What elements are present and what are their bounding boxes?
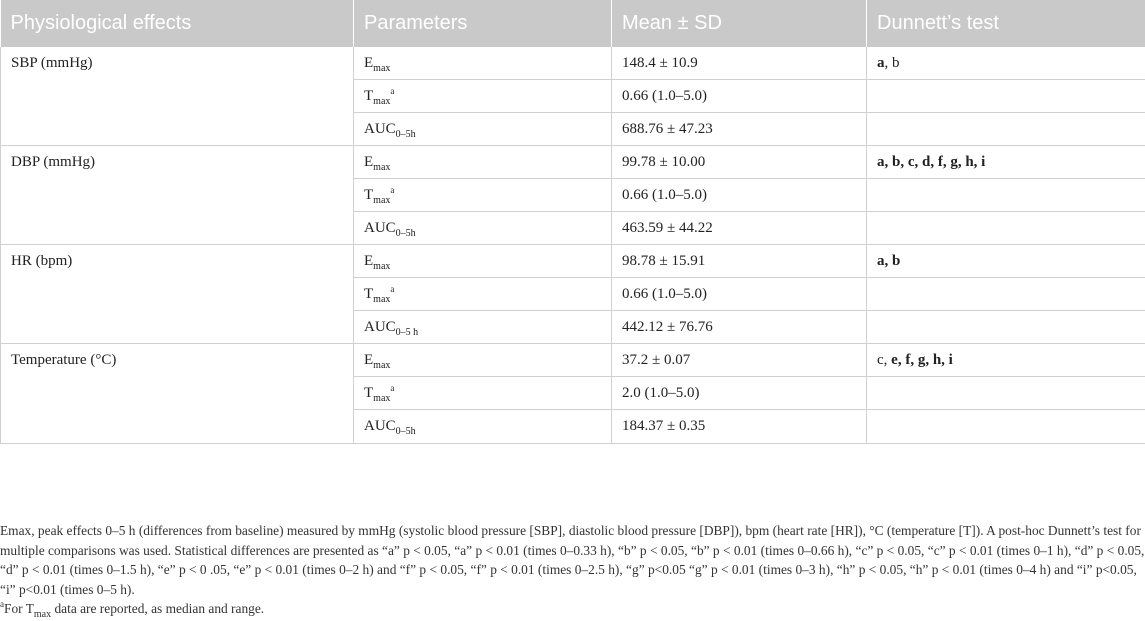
cell-dunnett: [867, 80, 1145, 113]
cell-mean-sd: 37.2 ± 0.07: [612, 344, 867, 377]
dunnett-significant: a: [877, 55, 885, 71]
cell-dunnett: [867, 344, 1145, 377]
parameter-superscript: a: [390, 383, 394, 393]
cell-mean-sd: 0.66 (1.0–5.0): [612, 80, 867, 113]
header-parameters: Parameters: [354, 0, 612, 47]
parameter-symbol: T: [364, 88, 373, 104]
parameter-symbol: T: [364, 385, 373, 401]
table-footnotes: [0, 521, 1145, 621]
parameter-symbol: E: [364, 253, 373, 269]
parameter-superscript: a: [390, 86, 394, 96]
dunnett-plain: c,: [877, 352, 891, 368]
table-row: [1, 344, 1145, 377]
parameter-superscript: a: [390, 284, 394, 294]
parameter-symbol: T: [364, 187, 373, 203]
parameter-subscript: max: [373, 261, 390, 272]
parameter-subscript: max: [373, 195, 390, 206]
cell-mean-sd: 148.4 ± 10.9: [612, 47, 867, 80]
dunnett-plain: , b: [885, 55, 900, 71]
parameter-subscript: max: [373, 63, 390, 74]
parameter-symbol: AUC: [364, 418, 396, 434]
table-row: [1, 245, 1145, 278]
parameter-symbol: E: [364, 55, 373, 71]
cell-mean-sd: 0.66 (1.0–5.0): [612, 278, 867, 311]
cell-physiological-effect: Temperature (°C): [1, 344, 354, 444]
parameter-subscript: max: [373, 162, 390, 173]
cell-dunnett: [867, 146, 1145, 179]
parameter-symbol: T: [364, 286, 373, 302]
cell-parameter: [354, 377, 612, 410]
cell-mean-sd: 0.66 (1.0–5.0): [612, 179, 867, 212]
dunnett-significant: a, b, c, d, f, g, h, i: [877, 154, 985, 170]
parameter-symbol: AUC: [364, 220, 396, 236]
cell-mean-sd: 688.76 ± 47.23: [612, 113, 867, 146]
table-row: [1, 146, 1145, 179]
cell-parameter: [354, 344, 612, 377]
cell-parameter: [354, 47, 612, 80]
footnote-sup: a: [0, 599, 4, 609]
cell-dunnett: [867, 179, 1145, 212]
table-row: [1, 47, 1145, 80]
cell-dunnett: [867, 377, 1145, 410]
cell-physiological-effect: HR (bpm): [1, 245, 354, 344]
cell-dunnett: [867, 245, 1145, 278]
footnote-note-sub: max: [34, 609, 51, 620]
footnote-tmax-note: [0, 599, 1145, 621]
parameter-subscript: 0–5h: [396, 426, 416, 437]
parameter-symbol: E: [364, 352, 373, 368]
cell-dunnett: [867, 212, 1145, 245]
cell-parameter: [354, 278, 612, 311]
cell-dunnett: [867, 47, 1145, 80]
header-mean-sd: Mean ± SD: [612, 0, 867, 47]
cell-mean-sd: 442.12 ± 76.76: [612, 311, 867, 344]
parameter-subscript: max: [373, 96, 390, 107]
cell-dunnett: [867, 113, 1145, 146]
cell-physiological-effect: DBP (mmHg): [1, 146, 354, 245]
cell-dunnett: [867, 311, 1145, 344]
cell-mean-sd: 463.59 ± 44.22: [612, 212, 867, 245]
cell-mean-sd: 98.78 ± 15.91: [612, 245, 867, 278]
cell-dunnett: [867, 278, 1145, 311]
cell-parameter: [354, 146, 612, 179]
cell-parameter: [354, 245, 612, 278]
parameter-symbol: E: [364, 154, 373, 170]
header-row: [1, 0, 1145, 47]
parameter-superscript: a: [390, 185, 394, 195]
cell-parameter: [354, 212, 612, 245]
cell-mean-sd: 2.0 (1.0–5.0): [612, 377, 867, 410]
cell-physiological-effect: SBP (mmHg): [1, 47, 354, 146]
dunnett-significant: a, b: [877, 253, 900, 269]
parameter-subscript: 0–5 h: [396, 327, 419, 338]
parameter-subscript: max: [373, 360, 390, 371]
cell-dunnett: [867, 410, 1145, 444]
parameter-symbol: AUC: [364, 121, 396, 137]
cell-parameter: [354, 113, 612, 146]
cell-mean-sd: 184.37 ± 0.35: [612, 410, 867, 444]
header-dunnetts-test: Dunnett’s test: [867, 0, 1145, 47]
parameter-subscript: max: [373, 294, 390, 305]
parameter-subscript: max: [373, 393, 390, 404]
parameter-subscript: 0–5h: [396, 129, 416, 140]
cell-parameter: [354, 311, 612, 344]
header-physiological-effects: Physiological effects: [1, 0, 354, 47]
footnote-text: Emax, peak effects 0–5 h (differences from baseline) measured by mmHg (systolic blood pressure [SBP], diastolic blood pressure [DBP]), bpm (heart rate [HR]), °C (temperature [T]). A post-hoc Dunnett’s test for multiple comparisons was used. Statistical differences are presented as “a” p < 0.05, “a” p < 0.01 (times 0–0.33 h), “b” p < 0.05, “b” p < 0.01 (times 0–0.66 h), “c” p < 0.05, “c” p < 0.01 (times 0–1 h), “d” p < 0.05, “d” p < 0.01 (times 0–1.5 h), “e” p < 0 .05, “e” p < 0.01 (times 0–2 h) and “f” p < 0.05, “f” p < 0.01 (times 0–2.5 h), “g” p<0.05 “g” p < 0.01 (times 0–3 h), “h” p < 0.05, “h” p < 0.01 (times 0–4 h) and “i” p<0.05, “i” p<0.01 (times 0–5 h).: [0, 521, 1145, 599]
cell-parameter: [354, 80, 612, 113]
parameter-symbol: AUC: [364, 319, 396, 335]
footnote-note-post: data are reported, as median and range.: [51, 601, 264, 616]
footnote-note-pre: For T: [4, 601, 34, 616]
cell-mean-sd: 99.78 ± 10.00: [612, 146, 867, 179]
cell-parameter: [354, 179, 612, 212]
dunnett-significant: e, f, g, h, i: [891, 352, 953, 368]
cell-parameter: [354, 410, 612, 444]
parameter-subscript: 0–5h: [396, 228, 416, 239]
